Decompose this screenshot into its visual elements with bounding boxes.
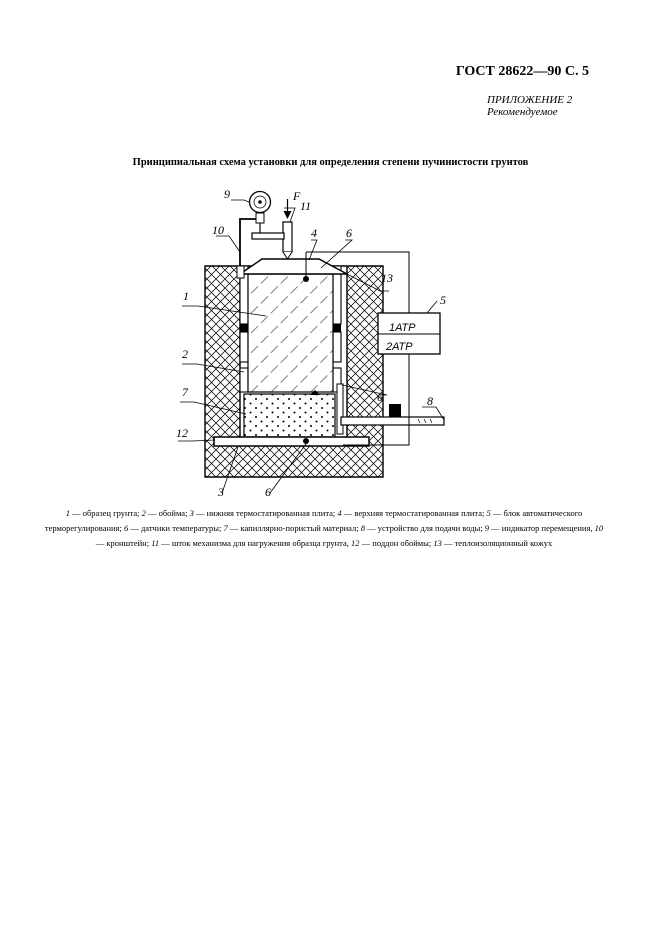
legend-text: — устройство для подачи воды; — [364, 523, 485, 533]
label-atr1: 1АТР — [389, 322, 416, 334]
soil-sample — [248, 274, 333, 392]
bracket — [240, 219, 256, 266]
legend-text: — образец грунта; — [69, 508, 142, 518]
label-12: 12 — [176, 426, 188, 440]
label-9: 9 — [224, 187, 230, 201]
legend-text: — обойма; — [145, 508, 190, 518]
legend-number: 4 — [337, 508, 342, 518]
label-6-top: 6 — [346, 226, 352, 240]
bracket-foot — [237, 266, 244, 278]
legend-text: — датчики температуры; — [128, 523, 224, 533]
legend-text: — блок автоматического терморегулирования; — [44, 508, 583, 533]
appendix-note: Рекомендуемое — [487, 106, 558, 118]
legend-number: 10 — [594, 523, 604, 533]
legend-number: 8 — [360, 523, 365, 533]
legend-number: 1 — [65, 508, 70, 518]
force-arrow — [284, 199, 292, 219]
legend-text: — индикатор перемещения, — [489, 523, 595, 533]
label-5: 5 — [440, 293, 446, 307]
legend-text: — капиллярно-пористый материал; — [227, 523, 361, 533]
label-6-bottom: 6 — [265, 485, 271, 499]
side-tube — [337, 384, 343, 434]
label-3: 3 — [218, 485, 224, 499]
label-13: 13 — [381, 271, 393, 285]
upper-plate — [240, 259, 347, 274]
loading-rod — [252, 222, 292, 259]
displacement-indicator — [250, 192, 271, 234]
label-11: 11 — [300, 199, 312, 213]
label-10: 10 — [212, 223, 224, 237]
label-atr2: 2АТР — [386, 341, 413, 353]
label-2: 2 — [182, 347, 188, 361]
legend-number: 3 — [189, 508, 194, 518]
label-4: 4 — [311, 226, 317, 240]
label-6-mid: 6 — [377, 390, 383, 404]
legend-text: — теплоизоляционный кожух — [441, 538, 553, 548]
legend-text: — верхняя термостатированная плита; — [341, 508, 487, 518]
legend-number: 6 — [123, 523, 129, 533]
figure-legend — [44, 506, 604, 551]
legend-number: 12 — [351, 538, 360, 548]
legend-number: 13 — [433, 538, 442, 548]
legend-number: 11 — [151, 538, 160, 548]
page-header: ГОСТ 28622—90 С. 5 — [455, 64, 589, 79]
legend-text: — шток механизма для нагружения образца грунта, — [159, 538, 352, 548]
appendix-title: ПРИЛОЖЕНИЕ 2 — [487, 94, 573, 106]
capillary-material — [244, 394, 335, 437]
legend-text: — поддон обоймы; — [359, 538, 434, 548]
legend-text: — нижняя термостатированная плита; — [193, 508, 338, 518]
label-1: 1 — [183, 289, 189, 303]
legend-number: 5 — [486, 508, 491, 518]
legend-number: 2 — [141, 508, 146, 518]
label-7: 7 — [182, 385, 188, 399]
figure-title: Принципиальная схема установки для определения степени пучинистости грунтов — [132, 157, 529, 168]
legend-number: 9 — [484, 523, 490, 533]
label-8: 8 — [427, 394, 433, 408]
label-force: F — [293, 189, 301, 203]
legend-text: — кронштейн; — [95, 538, 152, 548]
legend-number: 7 — [223, 523, 228, 533]
